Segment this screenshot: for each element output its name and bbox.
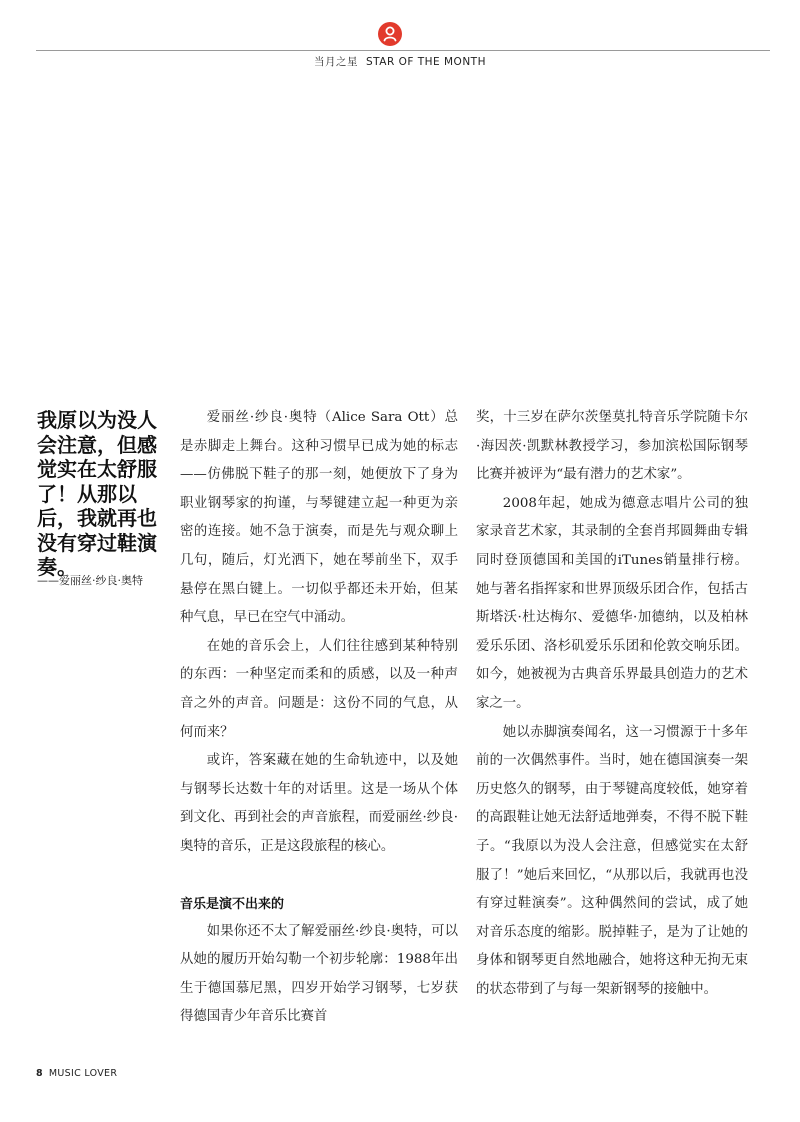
pull-quote: 我原以为没人会注意，但感觉实在太舒服了！从那以后，我就再也没有穿过鞋演奏。 <box>37 408 157 579</box>
article-column-left <box>180 404 458 1032</box>
section-title-en: STAR OF THE MONTH <box>366 56 486 68</box>
section-title-cn: 当月之星 <box>314 56 358 68</box>
header-logo-icon <box>378 22 402 46</box>
article-paragraph: 她以赤脚演奏闻名，这一习惯源于十多年前的一次偶然事件。当时，她在德国演奏一架历史悠久的钢琴，由于琴键高度较低，她穿着的高跟鞋让她无法舒适地弹奏，不得不脱下鞋子。“我原以为没人会注意，但感觉实在太舒服了！”她后来回忆，“从那以后，我就再也没有穿过鞋演奏”。这种偶然间的尝试，成了她对音乐态度的缩影。脱掉鞋子，是为了让她的身体和钢琴更自然地融合，她将这种无拘无束的状态带到了与每一架新钢琴的接触中。 <box>476 724 748 997</box>
article-paragraph: 如果你还不太了解爱丽丝·纱良·奥特，可以从她的履历开始勾勒一个初步轮廓：1988年出生于德国慕尼黑，四岁开始学习钢琴，七岁获得德国青少年音乐比赛首 <box>180 923 458 1025</box>
article-column-right <box>476 404 748 1004</box>
article-subheading: 音乐是演不出来的 <box>180 896 285 912</box>
page-footer <box>36 1068 117 1079</box>
article-paragraph-continued: 奖，十三岁在萨尔茨堡莫扎特音乐学院随卡尔·海因茨·凯默林教授学习，参加滨松国际钢琴比赛并被评为“最有潜力的艺术家”。 <box>476 410 748 483</box>
article-paragraph: 爱丽丝·纱良·奥特（Alice Sara Ott）总是赤脚走上舞台。这种习惯早已成为她的标志——仿佛脱下鞋子的那一刻，她便放下了身为职业钢琴家的拘谨，与琴键建立起一种更为亲密的连接。她不急于演奏，而是先与观众聊上几句，随后，灯光洒下，她在琴前坐下，双手悬停在黑白键上。一切似乎都还未开始，但某种气息，早已在空气中涌动。 <box>180 410 458 626</box>
section-header <box>0 54 800 69</box>
article-paragraph: 或许，答案藏在她的生命轨迹中，以及她与钢琴长达数十年的对话里。这是一场从个体到文化、再到社会的声音旅程，而爱丽丝·纱良·奥特的音乐，正是这段旅程的核心。 <box>180 753 458 854</box>
header-rule <box>36 50 770 51</box>
pull-quote-attribution: ——爱丽丝·纱良·奥特 <box>37 574 143 587</box>
magazine-name: MUSIC LOVER <box>48 1068 118 1079</box>
article-paragraph: 2008年起，她成为德意志唱片公司的独家录音艺术家，其录制的全套肖邦圆舞曲专辑同时登顶德国和美国的iTunes销量排行榜。她与著名指挥家和世界顶级乐团合作，包括古斯塔沃·杜达梅尔、爱德华·加德纳，以及柏林爱乐乐团、洛杉矶爱乐乐团和伦敦交响乐团。如今，她被视为古典音乐界最具创造力的艺术家之一。 <box>476 495 748 711</box>
page-number: 8 <box>36 1068 43 1079</box>
article-paragraph: 在她的音乐会上，人们往往感到某种特别的东西：一种坚定而柔和的质感，以及一种声音之外的声音。问题是：这份不同的气息，从何而来？ <box>180 638 458 740</box>
